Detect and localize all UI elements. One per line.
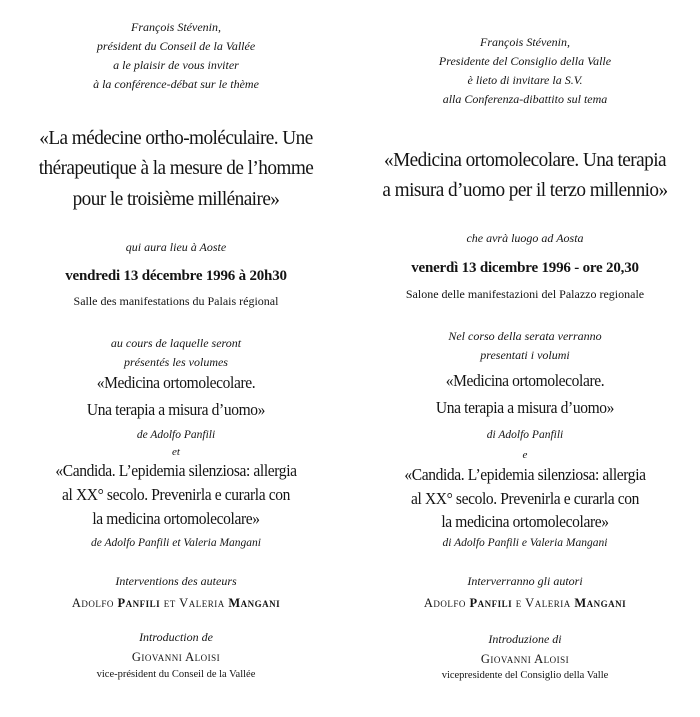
books-intro-line-1: au cours de laquelle seront [110,336,242,350]
conference-title-line-2: a misura d’uomo per il terzo millennio» [382,179,668,201]
speakers-names [355,594,695,612]
invite-line-2: alla Conferenza-dibattito sul tema [442,92,608,106]
book1-title-line-2: Una terapia a misura d’uomo» [435,398,615,417]
venue-intro: qui aura lieu à Aoste [125,240,227,254]
book1-author: di Adolfo Panfili [486,429,564,441]
book1-author: de Adolfo Panfili [136,429,216,441]
introduction-label: Introduction de [139,630,213,644]
book1-title-line-1: «Medicina ortomolecolare. [445,371,605,390]
event-room: Salle des manifestations du Palais régional [73,294,279,308]
author2-last-name: Mangani [574,596,627,610]
books-intro-line-2: présentés les volumes [124,355,228,369]
author2-last-name: Mangani [228,596,281,610]
author1-first-name: Adolfo [423,596,466,610]
author2-first-name: Valeria [525,596,571,610]
books-intro-line-2: presentati i volumi [480,348,570,362]
authors-conjunction: et [163,596,176,610]
introducer-name: Giovanni Aloisi [480,652,570,666]
books-intro-line-1: Nel corso della serata verranno [448,329,602,343]
introducer-role: vice-président du Conseil de la Vallée [96,669,256,680]
book1-title-line-1: «Medicina ortomolecolare. [96,373,256,392]
speakers-names [6,594,346,612]
event-date: venerdì 13 dicembre 1996 - ore 20,30 [411,260,639,276]
book2-title-line-2: al XX° secolo. Prevenirla e curarla con [411,489,639,508]
invite-line-1: è lieto di invitare la S.V. [467,73,583,87]
host-role: président du Conseil de la Vallée [96,39,256,53]
books-conjunction: et [172,446,180,458]
conference-title-line-1: «La médecine ortho-moléculaire. Une [39,127,313,149]
conference-title-line-2: thérapeutique à la mesure de l’homme [38,157,314,179]
author1-last-name: Panfili [117,596,161,610]
event-room: Salone delle manifestazioni del Palazzo regionale [405,287,645,301]
introduction-label: Introduzione di [488,632,562,646]
book2-authors: de Adolfo Panfili et Valeria Mangani [90,537,262,549]
authors-conjunction: e [515,596,522,610]
author1-first-name: Adolfo [71,596,114,610]
book2-title-line-1: «Candida. L’epidemia silenziosa: allergia [404,465,646,484]
conference-title-line-1: «Medicina ortomolecolare. Una terapia [384,149,666,171]
book2-authors: di Adolfo Panfili e Valeria Mangani [442,537,608,549]
book2-title-line-2: al XX° secolo. Prevenirla e curarla con [62,485,290,504]
speakers-label: Interventions des auteurs [115,574,237,588]
book1-title-line-2: Una terapia a misura d’uomo» [86,400,266,419]
introducer-name: Giovanni Aloisi [131,650,221,664]
author1-last-name: Panfili [469,596,513,610]
invite-line-2: à la conférence-débat sur le thème [93,77,259,91]
host-role: Presidente del Consiglio della Valle [438,54,612,68]
event-date: vendredi 13 décembre 1996 à 20h30 [65,268,287,284]
book2-title-line-3: la medicina ortomolecolare» [441,512,609,531]
venue-intro: che avrà luogo ad Aosta [466,231,584,245]
books-conjunction: e [522,449,528,461]
book2-title-line-3: la medicina ortomolecolare» [92,509,260,528]
introducer-role: vicepresidente del Consiglio della Valle [441,670,609,681]
speakers-label: Interverranno gli autori [467,574,583,588]
host-name: François Stévenin, [480,35,570,49]
invite-line-1: a le plaisir de vous inviter [113,58,239,72]
author2-first-name: Valeria [179,596,225,610]
host-name: François Stévenin, [131,20,221,34]
book2-title-line-1: «Candida. L’epidemia silenziosa: allergia [55,461,297,480]
conference-title-line-3: pour le troisième millénaire» [72,188,280,210]
